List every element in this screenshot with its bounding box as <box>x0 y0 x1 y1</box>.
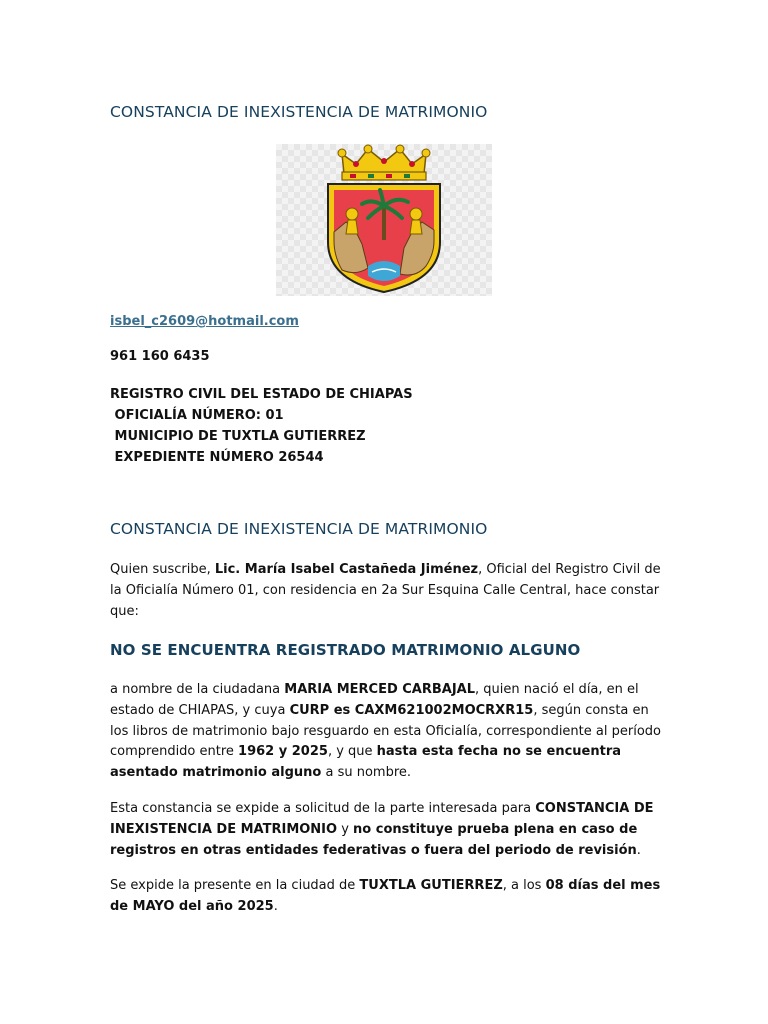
disclaimer-text: no constituye prueba plena en caso de registros en otras entidades federativas o fuera del periodo de revisión <box>110 821 638 858</box>
registry-block <box>110 384 413 468</box>
registry-line: OFICIALÍA NÚMERO: 01 <box>110 408 284 423</box>
phone-number: 961 160 6435 <box>110 349 210 364</box>
citizen-name: MARIA MERCED CARBAJAL <box>284 682 476 697</box>
registry-line: REGISTRO CIVIL DEL ESTADO DE CHIAPAS <box>110 387 413 402</box>
intro-paragraph: Quien suscribe, Lic. María Isabel Castañeda Jiménez, Oficial del Registro Civil de la Oficialía Número 01, con residencia en 2a Sur Esquina Calle Central, hace constar que: <box>110 562 661 619</box>
body-paragraph: a nombre de la ciudadana MARIA MERCED CARBAJAL, quien nació el día, en el estado de CHIAPAS, y cuya CURP es CAXM621002MOCRXR15, según consta en los libros de matrimonio bajo resguardo en esta Oficialía, correspondiente al período comprendido entre 1962 y 2025, y que hasta esta fecha no se encuentra asentado matrimonio alguno a su nombre. <box>110 682 661 781</box>
email-link[interactable]: isbel_c2609@hotmail.com <box>110 314 299 329</box>
official-name: Lic. María Isabel Castañeda Jiménez <box>214 562 479 577</box>
coat-of-arms-logo <box>276 144 492 296</box>
registry-line: MUNICIPIO DE TUXTLA GUTIERREZ <box>110 429 366 444</box>
city-name: TUXTLA GUTIERREZ <box>359 878 503 893</box>
crown-icon <box>338 145 430 180</box>
curp-value: CURP es CAXM621002MOCRXR15 <box>289 702 534 718</box>
chiapas-shield-icon <box>276 144 492 296</box>
issue-paragraph: Se expide la presente en la ciudad de TUXTLA GUTIERREZ, a los 08 días del mes de MAYO del año 2025. <box>110 878 661 914</box>
period-value: 1962 y 2025 <box>238 744 328 760</box>
issue-date: 08 días del mes de MAYO del año 2025 <box>110 878 661 914</box>
registry-line: EXPEDIENTE NÚMERO 26544 <box>110 450 324 465</box>
lion-icon <box>410 208 422 234</box>
document-title: CONSTANCIA DE INEXISTENCIA DE MATRIMONIO <box>110 103 488 121</box>
assertion-text: hasta esta fecha no se encuentra asentado matrimonio alguno <box>110 744 622 781</box>
notice-heading: NO SE ENCUENTRA REGISTRADO MATRIMONIO ALGUNO <box>110 641 581 659</box>
purpose-paragraph: Esta constancia se expide a solicitud de la parte interesada para CONSTANCIA DE INEXISTENCIA DE MATRIMONIO y no constituye prueba plena en caso de registros en otras entidades federativas o fuera del periodo de revisión. <box>110 801 654 858</box>
lion-icon <box>346 208 358 234</box>
purpose-text: CONSTANCIA DE INEXISTENCIA DE MATRIMONIO <box>110 801 654 837</box>
section-title: CONSTANCIA DE INEXISTENCIA DE MATRIMONIO <box>110 520 488 538</box>
